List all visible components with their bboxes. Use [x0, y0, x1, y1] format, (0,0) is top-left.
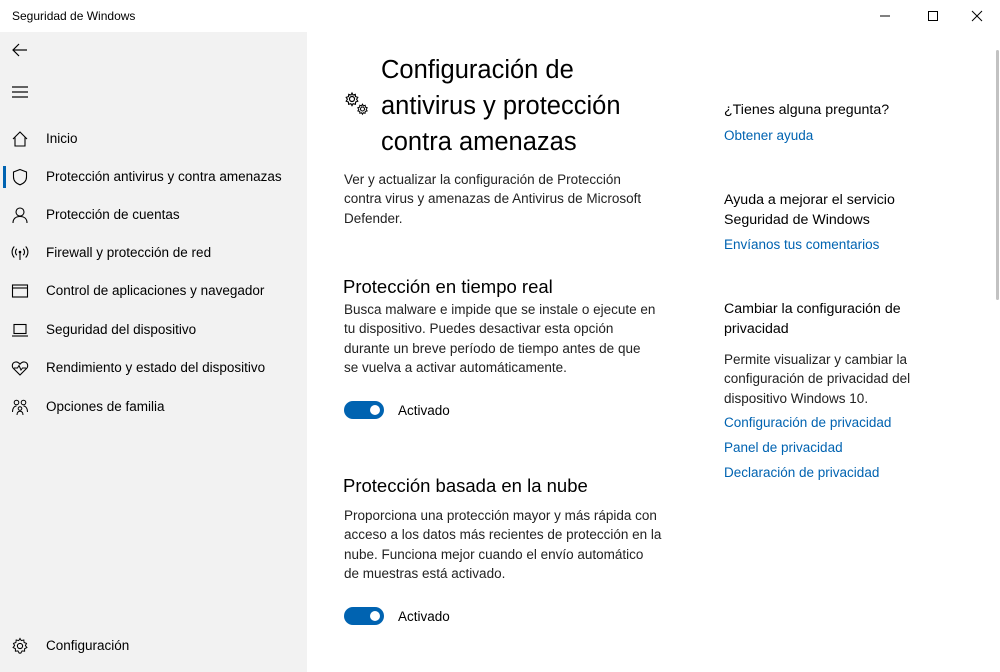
- realtime-protection-toggle[interactable]: [344, 401, 384, 419]
- back-button[interactable]: [10, 40, 30, 60]
- gears-icon: [343, 90, 371, 118]
- cloud-protection-toggle[interactable]: [344, 607, 384, 625]
- vertical-scrollbar[interactable]: [994, 32, 1000, 672]
- shield-icon: [10, 167, 30, 187]
- maximize-icon: [927, 10, 939, 22]
- realtime-protection-description: Busca malware e impide que se instale o ejecute en tu dispositivo. Puedes desactivar esta opción durante un breve período de tiempo antes de que se vuelva a activar automáticamente.: [344, 302, 656, 375]
- family-icon: [10, 397, 30, 417]
- privacy-statement-link[interactable]: Declaración de privacidad: [724, 465, 880, 480]
- sidebar: [0, 32, 307, 672]
- menu-button[interactable]: [10, 82, 30, 102]
- close-icon: [971, 10, 983, 22]
- cloud-protection-toggle-label: Activado: [398, 609, 450, 624]
- active-indicator: [3, 166, 6, 188]
- sidebar-item-configuracion[interactable]: [0, 627, 307, 665]
- sidebar-item-label: Inicio: [46, 131, 78, 146]
- sidebar-item-label: Opciones de familia: [46, 399, 165, 414]
- back-arrow-icon: [11, 41, 29, 59]
- sidebar-item-label: Protección antivirus y contra amenazas: [46, 169, 282, 184]
- sidebar-item-inicio[interactable]: [0, 120, 307, 158]
- sidebar-item-aplicaciones[interactable]: [0, 272, 307, 310]
- sidebar-item-label: Protección de cuentas: [46, 207, 180, 222]
- realtime-protection-title: Protección en tiempo real: [343, 276, 553, 297]
- cloud-protection-title: Protección basada en la nube: [343, 475, 588, 496]
- wireless-icon: [10, 243, 30, 263]
- title-bar: [0, 0, 1000, 32]
- maximize-button[interactable]: [910, 0, 956, 32]
- sidebar-item-familia[interactable]: [0, 388, 307, 426]
- improve-heading: Ayuda a mejorar el servicio Seguridad de Windows: [724, 192, 895, 228]
- scrollbar-thumb[interactable]: [996, 50, 999, 300]
- minimize-icon: [879, 10, 891, 22]
- window-title: Seguridad de Windows: [12, 9, 136, 23]
- sidebar-item-antivirus[interactable]: [0, 158, 307, 196]
- hamburger-menu-icon: [11, 85, 29, 99]
- privacy-heading: Cambiar la configuración de privacidad: [724, 301, 901, 337]
- sidebar-item-firewall[interactable]: [0, 234, 307, 272]
- question-heading: ¿Tienes alguna pregunta?: [724, 102, 890, 118]
- sidebar-item-cuentas[interactable]: [0, 196, 307, 234]
- person-icon: [10, 205, 30, 225]
- toggle-knob: [370, 405, 380, 415]
- sidebar-item-label: Seguridad del dispositivo: [46, 322, 197, 337]
- browser-window-icon: [10, 281, 30, 301]
- privacy-description: Permite visualizar y cambiar la configuración de privacidad del dispositivo Windows 10.: [724, 352, 911, 406]
- minimize-button[interactable]: [862, 0, 908, 32]
- laptop-icon: [10, 320, 30, 340]
- gear-icon: [10, 636, 30, 656]
- feedback-link[interactable]: Envíanos tus comentarios: [724, 237, 880, 252]
- sidebar-item-label: Firewall y protección de red: [46, 245, 212, 260]
- page-description: Ver y actualizar la configuración de Protección contra virus y amenazas de Antivirus de Microsoft Defender.: [344, 172, 642, 226]
- main-content: [307, 32, 1000, 672]
- sidebar-item-label: Control de aplicaciones y navegador: [46, 283, 265, 298]
- sidebar-item-label: Configuración: [46, 638, 130, 653]
- realtime-protection-toggle-label: Activado: [398, 403, 450, 418]
- home-icon: [10, 129, 30, 149]
- sidebar-item-rendimiento[interactable]: [0, 349, 307, 387]
- help-link[interactable]: Obtener ayuda: [724, 128, 814, 143]
- privacy-settings-link[interactable]: Configuración de privacidad: [724, 415, 892, 430]
- heart-pulse-icon: [10, 358, 30, 378]
- sidebar-item-label: Rendimiento y estado del dispositivo: [46, 360, 266, 375]
- sidebar-item-dispositivo[interactable]: [0, 311, 307, 349]
- page-title: Configuración de antivirus y protección contra amenazas: [381, 56, 621, 156]
- close-button[interactable]: [954, 0, 1000, 32]
- privacy-dashboard-link[interactable]: Panel de privacidad: [724, 440, 843, 455]
- cloud-protection-description: Proporciona una protección mayor y más rápida con acceso a los datos más recientes de protección en la nube. Funciona mejor cuando el envío automático de muestras está activado.: [344, 508, 662, 581]
- toggle-knob: [370, 611, 380, 621]
